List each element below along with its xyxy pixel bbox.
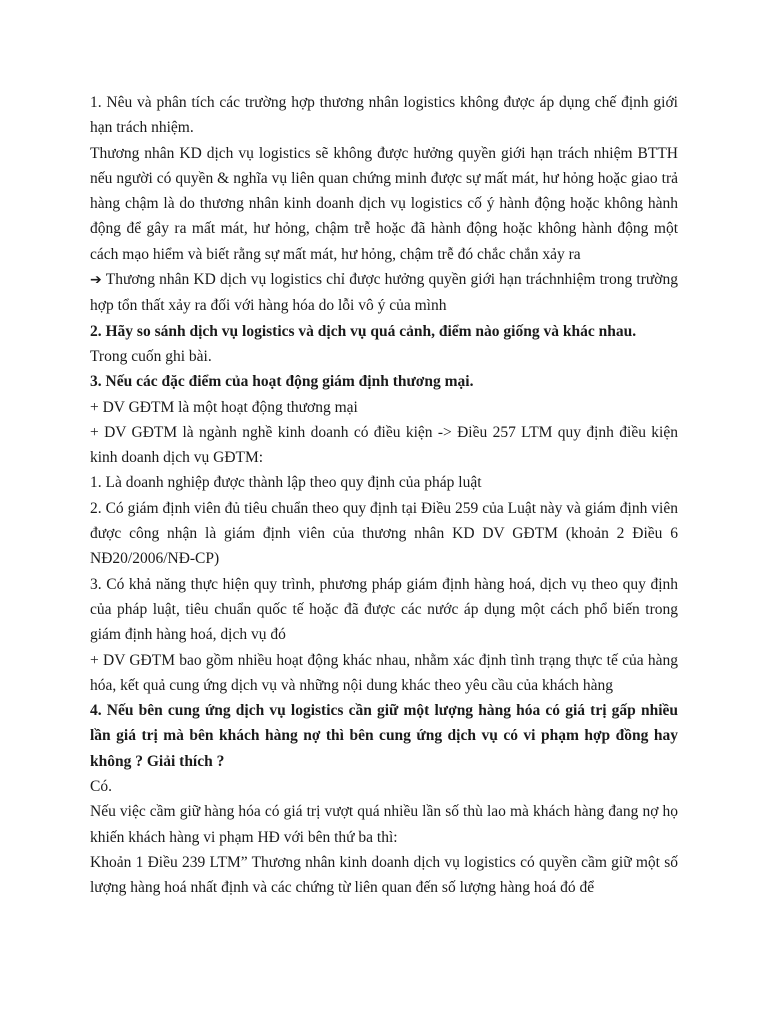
answer-4-paragraph	[90, 799, 678, 850]
paragraph-text: + DV GĐTM là ngành nghề kinh doanh có điều kiện -> Điều 257 LTM quy định điều kiện kinh doanh dịch vụ GĐTM:	[90, 423, 678, 467]
paragraph-text: Thương nhân KD dịch vụ logistics sẽ không được hưởng quyền giới hạn trách nhiệm BTTH nếu người có quyền & nghĩa vụ liên quan chứng minh được sự mất mát, hư hỏng hoặc giao trả hàng chậm là do thương nhân kinh doanh dịch vụ logistics cố ý hành động hoặc không hành động để gây ra mất mát, hư hỏng, chậm trễ hoặc đã hành động hoặc không hành động một cách mạo hiểm và biết rằng sự mất mát, hư hỏng, chậm trễ đó chắc chắn xảy ra	[90, 144, 678, 263]
paragraph-text: 1. Nêu và phân tích các trường hợp thương nhân logistics không được áp dụng chế định giới hạn trách nhiệm.	[90, 94, 678, 137]
paragraph-text: 4. Nếu bên cung ứng dịch vụ logistics cần giữ một lượng hàng hóa có giá trị gấp nhiều lần giá trị mà bên khách hàng nợ thì bên cung ứng dịch vụ có vi phạm hợp đồng hay không ? Giải thích ?	[90, 702, 678, 770]
paragraph-text: Nếu việc cầm giữ hàng hóa có giá trị vượt quá nhiều lần số thù lao mà khách hàng đang nợ họ khiến khách hàng vi phạm HĐ với bên thứ ba thì:	[90, 803, 678, 846]
answer-3-point	[90, 648, 678, 699]
document-page	[90, 90, 678, 901]
answer-1-conclusion	[90, 267, 678, 319]
question-3	[90, 369, 678, 394]
answer-4-short	[90, 774, 678, 799]
question-2	[90, 319, 678, 344]
answer-4-paragraph	[90, 850, 678, 901]
question-1	[90, 90, 678, 141]
answer-3-condition	[90, 572, 678, 648]
paragraph-text: 2. Hãy so sánh dịch vụ logistics và dịch vụ quá cảnh, điểm nào giống và khác nhau.	[90, 322, 637, 340]
question-4	[90, 698, 678, 774]
answer-3-condition	[90, 496, 678, 572]
paragraph-text: Thương nhân KD dịch vụ logistics chỉ được hưởng quyền giới hạn tráchnhiệm trong trường hợp tổn thất xảy ra đối với hàng hóa do lỗi vô ý của mình	[90, 271, 678, 315]
paragraph-text: Có.	[90, 778, 112, 796]
paragraph-text: 1. Là doanh nghiệp được thành lập theo quy định của pháp luật	[90, 474, 482, 492]
answer-3-point	[90, 395, 678, 420]
paragraph-text: Khoản 1 Điều 239 LTM” Thương nhân kinh doanh dịch vụ logistics có quyền cầm giữ một số lượng hàng hoá nhất định và các chứng từ liên quan đến số lượng hàng hoá đó để	[90, 853, 678, 897]
paragraph-text: 3. Nếu các đặc điểm của hoạt động giám định thương mại.	[90, 373, 474, 391]
paragraph-text: 2. Có giám định viên đủ tiêu chuẩn theo quy định tại Điều 259 của Luật này và giám định viên được công nhận là giám định viên của thương nhân KD DV GĐTM (khoản 2 Điều 6 NĐ20/2006/NĐ-CP)	[90, 499, 678, 568]
paragraph-text: Trong cuốn ghi bài.	[90, 347, 212, 365]
arrow-right-icon: ➔	[90, 272, 102, 289]
paragraph-text: + DV GĐTM là một hoạt động thương mại	[90, 398, 358, 416]
answer-2	[90, 344, 678, 369]
answer-1-paragraph	[90, 141, 678, 267]
paragraph-text: + DV GĐTM bao gồm nhiều hoạt động khác nhau, nhằm xác định tình trạng thực tế của hàng hóa, kết quả cung ứng dịch vụ và những nội dung khác theo yêu cầu của khách hàng	[90, 651, 678, 694]
answer-3-point	[90, 420, 678, 471]
paragraph-text: 3. Có khả năng thực hiện quy trình, phương pháp giám định hàng hoá, dịch vụ theo quy định của pháp luật, tiêu chuẩn quốc tế hoặc đã được các nước áp dụng một cách phổ biến trong giám định hàng hoá, dịch vụ đó	[90, 575, 678, 644]
answer-3-condition	[90, 470, 678, 495]
